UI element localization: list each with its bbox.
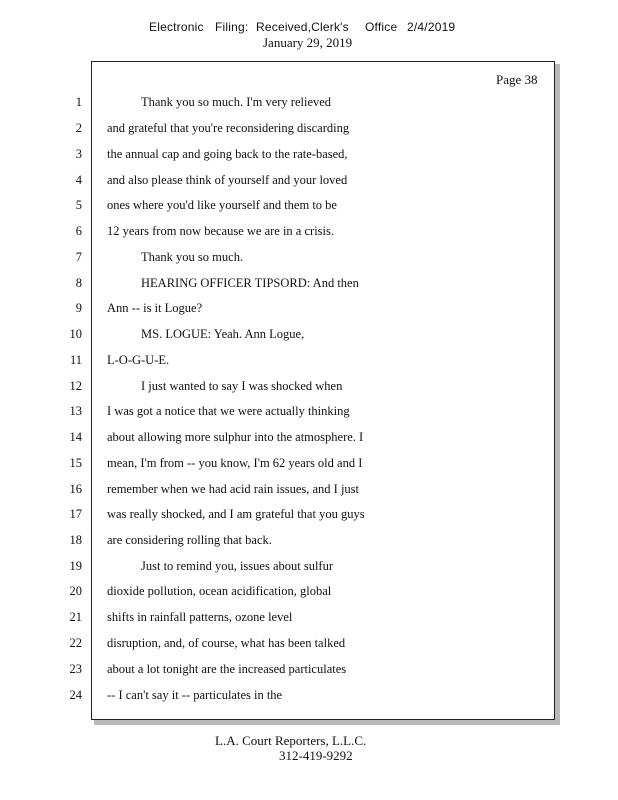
line-number: 18 [69, 533, 82, 547]
transcript-line [0, 636, 618, 656]
line-number: 15 [69, 456, 82, 470]
transcript-line [0, 95, 618, 115]
line-text: mean, I'm from -- you know, I'm 62 years old and I [107, 456, 363, 470]
transcript-line [0, 147, 618, 167]
page-number: Page 38 [496, 72, 538, 87]
line-number: 9 [75, 301, 82, 315]
line-number: 13 [69, 404, 82, 418]
line-number: 24 [69, 688, 82, 702]
line-text: remember when we had acid rain issues, and I just [107, 482, 360, 496]
transcript-line [0, 456, 618, 476]
transcript-line [0, 404, 618, 424]
line-number: 5 [75, 198, 82, 212]
transcript-line [0, 250, 618, 270]
line-text: was really shocked, and I am grateful that you guys [107, 507, 365, 521]
transcript-line [0, 121, 618, 141]
transcript-line [0, 301, 618, 321]
line-text: are considering rolling that back. [107, 533, 272, 547]
line-text: HEARING OFFICER TIPSORD: And then [141, 276, 359, 290]
line-number: 20 [69, 584, 82, 598]
line-text: about allowing more sulphur into the atmosphere. I [107, 430, 364, 444]
reporter-company: L.A. Court Reporters, L.L.C. [215, 733, 367, 748]
line-text: MS. LOGUE: Yeah. Ann Logue, [141, 327, 305, 341]
reporter-phone: 312-419-9292 [279, 748, 353, 763]
transcript-line [0, 379, 618, 399]
transcript-line [0, 533, 618, 553]
line-text: Ann -- is it Logue? [107, 301, 203, 315]
line-number: 7 [75, 250, 82, 264]
transcript-line [0, 482, 618, 502]
line-number: 10 [69, 327, 82, 341]
transcript-line [0, 610, 618, 630]
transcript-date: January 29, 2019 [263, 35, 353, 50]
line-text: I was got a notice that we were actually thinking [107, 404, 350, 418]
stamp-word: Received,Clerk's [256, 20, 349, 34]
line-number: 1 [75, 95, 82, 109]
line-text: I just wanted to say I was shocked when [141, 379, 343, 393]
stamp-date: 2/4/2019 [407, 20, 456, 34]
transcript-line [0, 559, 618, 579]
line-number: 3 [75, 147, 82, 161]
line-number: 11 [69, 353, 82, 367]
line-number: 22 [69, 636, 82, 650]
line-number: 17 [69, 507, 82, 521]
line-number: 16 [69, 482, 82, 496]
line-text: shifts in rainfall patterns, ozone level [107, 610, 293, 624]
line-text: and also please think of yourself and your loved [107, 173, 348, 187]
line-number: 23 [69, 662, 82, 676]
transcript-line [0, 173, 618, 193]
line-text: -- I can't say it -- particulates in the [107, 688, 283, 702]
transcript-line [0, 688, 618, 708]
line-text: disruption, and, of course, what has been talked [107, 636, 346, 650]
transcript-line [0, 584, 618, 604]
line-text: the annual cap and going back to the rate-based, [107, 147, 348, 161]
line-number: 4 [75, 173, 82, 187]
filing-stamp [149, 20, 455, 34]
line-text: ones where you'd like yourself and them to be [107, 198, 337, 212]
line-text: about a lot tonight are the increased particulates [107, 662, 347, 676]
line-number: 8 [75, 276, 82, 290]
line-text: dioxide pollution, ocean acidification, global [107, 584, 332, 598]
line-number: 12 [69, 379, 82, 393]
transcript-line [0, 353, 618, 373]
transcript-line [0, 430, 618, 450]
transcript-line [0, 662, 618, 682]
line-text: L-O-G-U-E. [107, 353, 170, 367]
transcript-line [0, 507, 618, 527]
transcript-line [0, 224, 618, 244]
stamp-word: Office [365, 20, 398, 34]
transcript-line [0, 198, 618, 218]
line-text: Thank you so much. I'm very relieved [141, 95, 332, 109]
line-number: 14 [69, 430, 82, 444]
line-number: 21 [69, 610, 82, 624]
line-number: 2 [75, 121, 82, 135]
line-text: 12 years from now because we are in a crisis. [107, 224, 334, 238]
line-number: 19 [69, 559, 82, 573]
transcript-line [0, 276, 618, 296]
stamp-word: Filing: [215, 20, 249, 34]
line-number: 6 [75, 224, 82, 238]
line-text: Just to remind you, issues about sulfur [141, 559, 334, 573]
line-text: and grateful that you're reconsidering discarding [107, 121, 350, 135]
stamp-word: Electronic [149, 20, 204, 34]
transcript-line [0, 327, 618, 347]
line-text: Thank you so much. [141, 250, 244, 264]
